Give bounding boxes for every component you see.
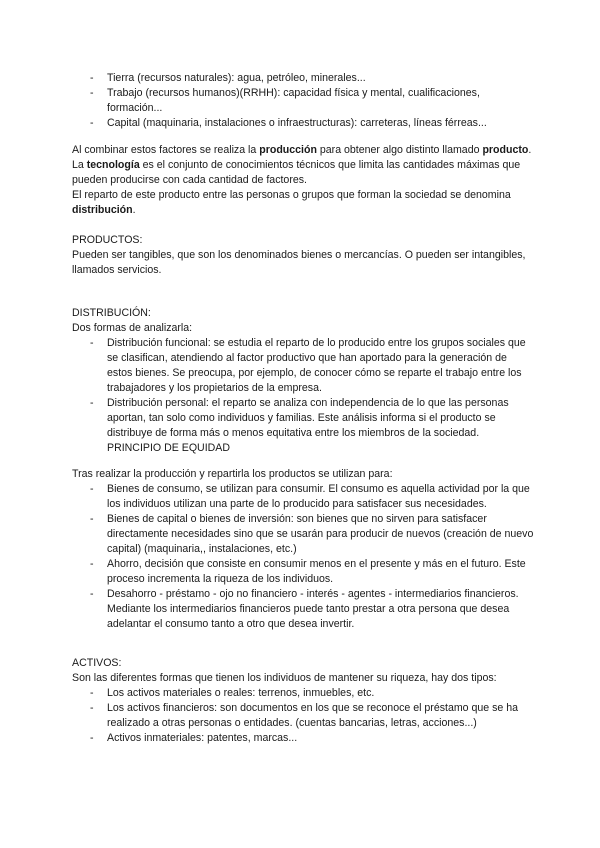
distribucion-list xyxy=(72,336,534,456)
keyword-produccion: producción xyxy=(259,144,317,156)
productos-text: Pueden ser tangibles, que son los denominados bienes o mercancías. O pueden ser intangibles, llamados servicios. xyxy=(72,249,526,276)
distribution-definition: El reparto de este producto entre las personas o grupos que forman la sociedad se denomina distribución. xyxy=(72,189,511,216)
list-item: - Tierra (recursos naturales): agua, petróleo, minerales... xyxy=(72,71,534,86)
productos-section xyxy=(72,233,534,278)
keyword-distribucion: distribución xyxy=(72,204,133,216)
activos-lead: Son las diferentes formas que tienen los individuos de mantener su riqueza, hay dos tipos: xyxy=(72,672,497,684)
usos-list xyxy=(72,482,534,632)
list-item: - Capital (maquinaria, instalaciones o infraestructuras): carreteras, líneas férreas... xyxy=(72,116,534,131)
list-item: - Activos inmateriales: patentes, marcas... xyxy=(72,731,534,746)
section-heading: ACTIVOS: xyxy=(72,657,122,669)
keyword-producto: producto xyxy=(482,144,529,156)
usos-section xyxy=(72,467,534,632)
list-item: - Bienes de capital o bienes de inversión: son bienes que no sirven para satisfacer directamente necesidades sino que se usarán para producir de nuevos (creación de nuevo capital) (maquinaria,, instalaciones, etc.) xyxy=(72,512,534,557)
distribucion-lead: Dos formas de analizarla: xyxy=(72,322,193,334)
list-item: - Ahorro, decisión que consiste en consumir menos en el presente y más en el futuro. Este proceso incrementa la riqueza de los individuos. xyxy=(72,557,534,587)
factors-section xyxy=(72,71,534,131)
list-item: - Distribución funcional: se estudia el reparto de lo producido entre los grupos sociales que se clasifican, atendiendo al factor productivo que han aportado para la generación de estos bienes. Se preocupa, por ejemplo, de conocer cómo se reparte el trabajo entre los trabajadores y los propietarios de la empresa. xyxy=(72,336,534,396)
list-item: - Bienes de consumo, se utilizan para consumir. El consumo es aquella actividad por la que los individuos utilizan una parte de lo producido para satisfacer sus necesidades. xyxy=(72,482,534,512)
section-heading: DISTRIBUCIÓN: xyxy=(72,307,151,319)
section-heading: PRODUCTOS: xyxy=(72,234,143,246)
intro-paragraph: Al combinar estos factores se realiza la producción para obtener algo distinto llamado producto. La tecnología es el conjunto de conocimientos técnicos que limita las cantidades máximas que pueden producirse con cada cantidad de factores. xyxy=(72,144,532,186)
list-item: - Distribución personal: el reparto se analiza con independencia de lo que las personas aportan, tan solo como individuos y familias. Este análisis informa si el producto se distribuye de forma más o menos equitativa entre los miembros de la sociedad. PRINCIPIO DE EQUIDAD xyxy=(72,396,534,456)
list-item: - Los activos financieros: son documentos en los que se reconoce el préstamo que se ha realizado a otras personas o entidades. (cuentas bancarias, letras, acciones...) xyxy=(72,701,534,731)
intro-section xyxy=(72,143,534,218)
usos-lead: Tras realizar la producción y repartirla los productos se utilizan para: xyxy=(72,468,393,480)
activos-section xyxy=(72,656,534,746)
factors-list xyxy=(72,71,534,131)
distribucion-section xyxy=(72,306,534,456)
list-item: - Los activos materiales o reales: terrenos, inmuebles, etc. xyxy=(72,686,534,701)
activos-list xyxy=(72,686,534,746)
list-item: - Trabajo (recursos humanos)(RRHH): capacidad física y mental, cualificaciones, formación... xyxy=(72,86,534,116)
list-item: - Desahorro - préstamo - ojo no financiero - interés - agentes - intermediarios financieros. Mediante los intermediarios financieros puede tanto prestar a otra persona que desea adelantar el consumo tanto a otro que desea invertir. xyxy=(72,587,534,632)
keyword-tecnologia: tecnología xyxy=(86,159,140,171)
